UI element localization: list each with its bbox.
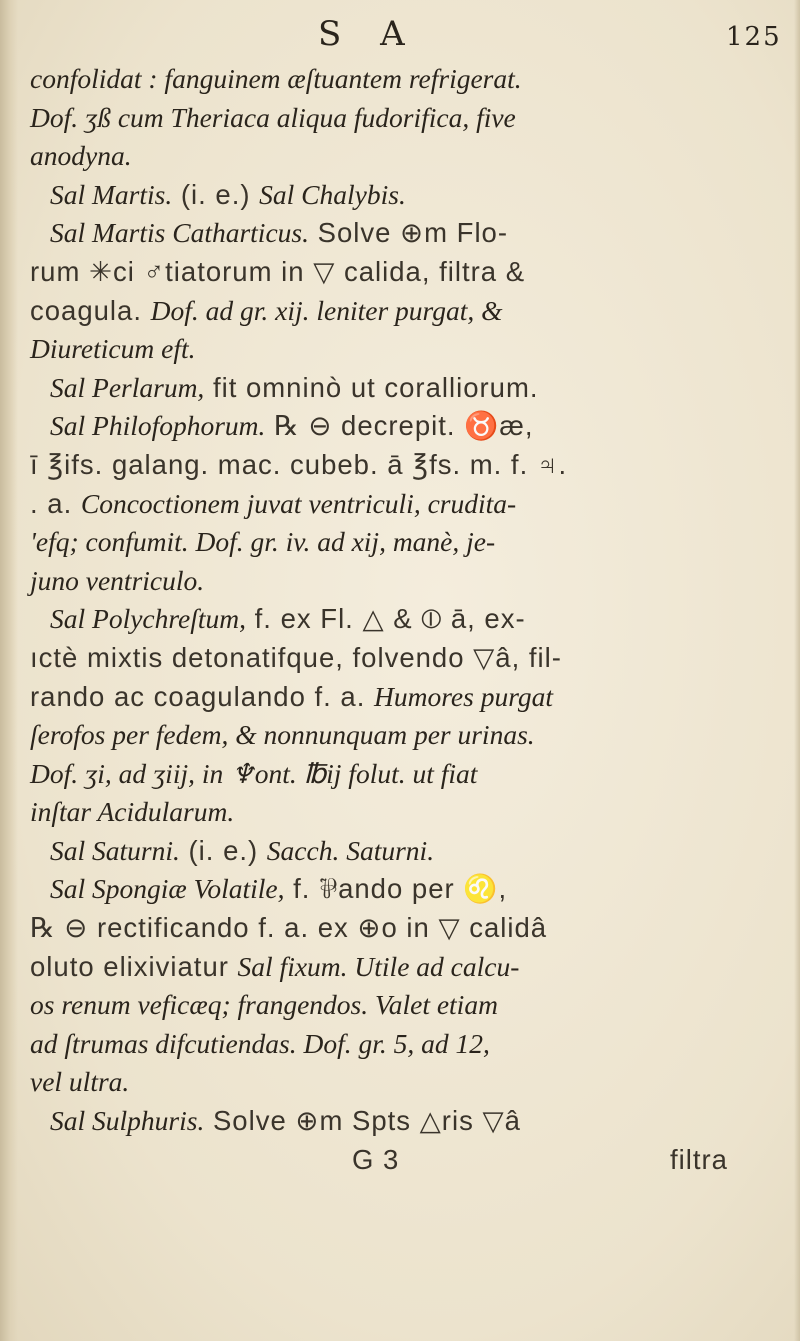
text-line — [30, 832, 785, 871]
italic-text: Diureticum eft. — [30, 333, 196, 365]
italic-text: Sal fixum. Utile ad calcu- — [237, 950, 520, 982]
italic-text: Sal Martis. — [50, 178, 173, 210]
italic-text: ad ſtrumas difcutiendas. Dof. gr. 5, ad 12, — [30, 1027, 490, 1059]
roman-text: f. ⅌ando per ♌, — [284, 873, 508, 905]
italic-text: ſerofos per fedem, & nonnunquam per urinas. — [30, 719, 535, 751]
text-line — [30, 60, 785, 99]
italic-text: Dof. ʒi, ad ʒiij, in ♆ont. ℔ij folut. ut fiat — [30, 757, 478, 789]
text-line — [30, 678, 785, 717]
text-block — [30, 60, 785, 1335]
page-gutter — [0, 0, 18, 1341]
page-edge — [794, 0, 800, 1341]
italic-text: Sal Philofophorum. — [50, 410, 266, 442]
italic-text: Sal Perlarum, — [50, 371, 205, 403]
italic-text: Sacch. Saturni. — [266, 834, 435, 866]
roman-text: ıctè mixtis detonatifque, folvendo ▽â, fil- — [30, 641, 562, 673]
roman-text: ℞ ⊖ rectificando f. a. ex ⊕o in ▽ calidâ — [30, 912, 548, 944]
text-line — [30, 793, 785, 832]
italic-text: Sal Martis Catharticus. — [50, 217, 309, 249]
italic-text: 'efq; confumit. Dof. gr. iv. ad xij, manè, je- — [30, 526, 496, 558]
catchword: filtra — [670, 1143, 728, 1175]
text-line — [30, 1025, 785, 1064]
text-line — [30, 639, 785, 678]
roman-text: Solve ⊕m Flo- — [308, 217, 509, 249]
italic-text: Sal Polychreſtum, — [50, 603, 247, 635]
text-line — [30, 176, 785, 215]
text-line — [30, 716, 785, 755]
text-line — [30, 330, 785, 369]
text-line — [30, 99, 785, 138]
italic-text: vel ultra. — [30, 1066, 130, 1098]
roman-text: coagula. — [30, 294, 151, 326]
roman-text: (i. e.) — [179, 834, 267, 866]
roman-text: . a. — [30, 487, 81, 519]
running-head-title: S A — [318, 14, 419, 54]
text-line — [30, 600, 785, 639]
text-line — [30, 870, 785, 909]
roman-text: oluto elixiviatur — [30, 950, 238, 982]
text-line — [30, 523, 785, 562]
italic-text: anodyna. — [30, 140, 132, 172]
text-line — [30, 407, 785, 446]
italic-text: Sal Chalybis. — [259, 178, 406, 210]
roman-text: (i. e.) — [172, 178, 260, 210]
text-line — [30, 446, 785, 485]
text-line — [30, 292, 785, 331]
text-line — [30, 986, 785, 1025]
text-line — [30, 1102, 785, 1141]
roman-text: rum ✳ci ♂tiatorum in ▽ calida, filtra & — [30, 255, 526, 287]
italic-text: Sal Sulphuris. — [50, 1105, 205, 1137]
roman-text: fit omninò ut coralliorum. — [204, 371, 539, 403]
italic-text: Sal Saturni. — [50, 834, 180, 866]
italic-text: confolidat : fanguinem æſtuantem refrigerat. — [30, 63, 522, 94]
text-line — [30, 485, 785, 524]
italic-text: Dof. ʒß cum Theriaca aliqua fudorifica, five — [30, 101, 516, 133]
italic-text: Sal Spongiæ Volatile, — [50, 873, 285, 905]
italic-text: Dof. ad gr. xij. leniter purgat, & — [150, 294, 503, 326]
roman-text: f. ex Fl. △ & ⦶ ā, ex- — [246, 603, 526, 635]
text-line — [30, 562, 785, 601]
italic-text: juno ventriculo. — [30, 564, 205, 596]
text-line — [30, 1063, 785, 1102]
text-line — [30, 755, 785, 794]
running-head — [0, 14, 800, 54]
italic-text: Concoctionem juvat ventriculi, crudita- — [80, 487, 517, 519]
text-line — [30, 137, 785, 176]
italic-text: Humores purgat — [374, 680, 554, 712]
text-line — [30, 253, 785, 292]
footer-line — [30, 1141, 785, 1180]
text-line — [30, 214, 785, 253]
text-line — [30, 369, 785, 408]
italic-text: inſtar Acidularum. — [30, 796, 235, 828]
italic-text: os renum veficæq; frangendos. Valet etiam — [30, 989, 498, 1021]
signature-mark: G 3 — [352, 1143, 400, 1175]
text-line — [30, 948, 785, 987]
page-number: 125 — [726, 22, 782, 52]
roman-text: ℞ ⊖ decrepit. ♉æ, — [265, 410, 534, 442]
roman-text: ī ℥ifs. galang. mac. cubeb. ā ℥fs. m. f. ♃. — [30, 448, 568, 480]
roman-text: Solve ⊕m Spts △ris ▽â — [204, 1105, 521, 1137]
roman-text: rando ac coagulando f. a. — [30, 680, 375, 712]
text-line — [30, 909, 785, 948]
